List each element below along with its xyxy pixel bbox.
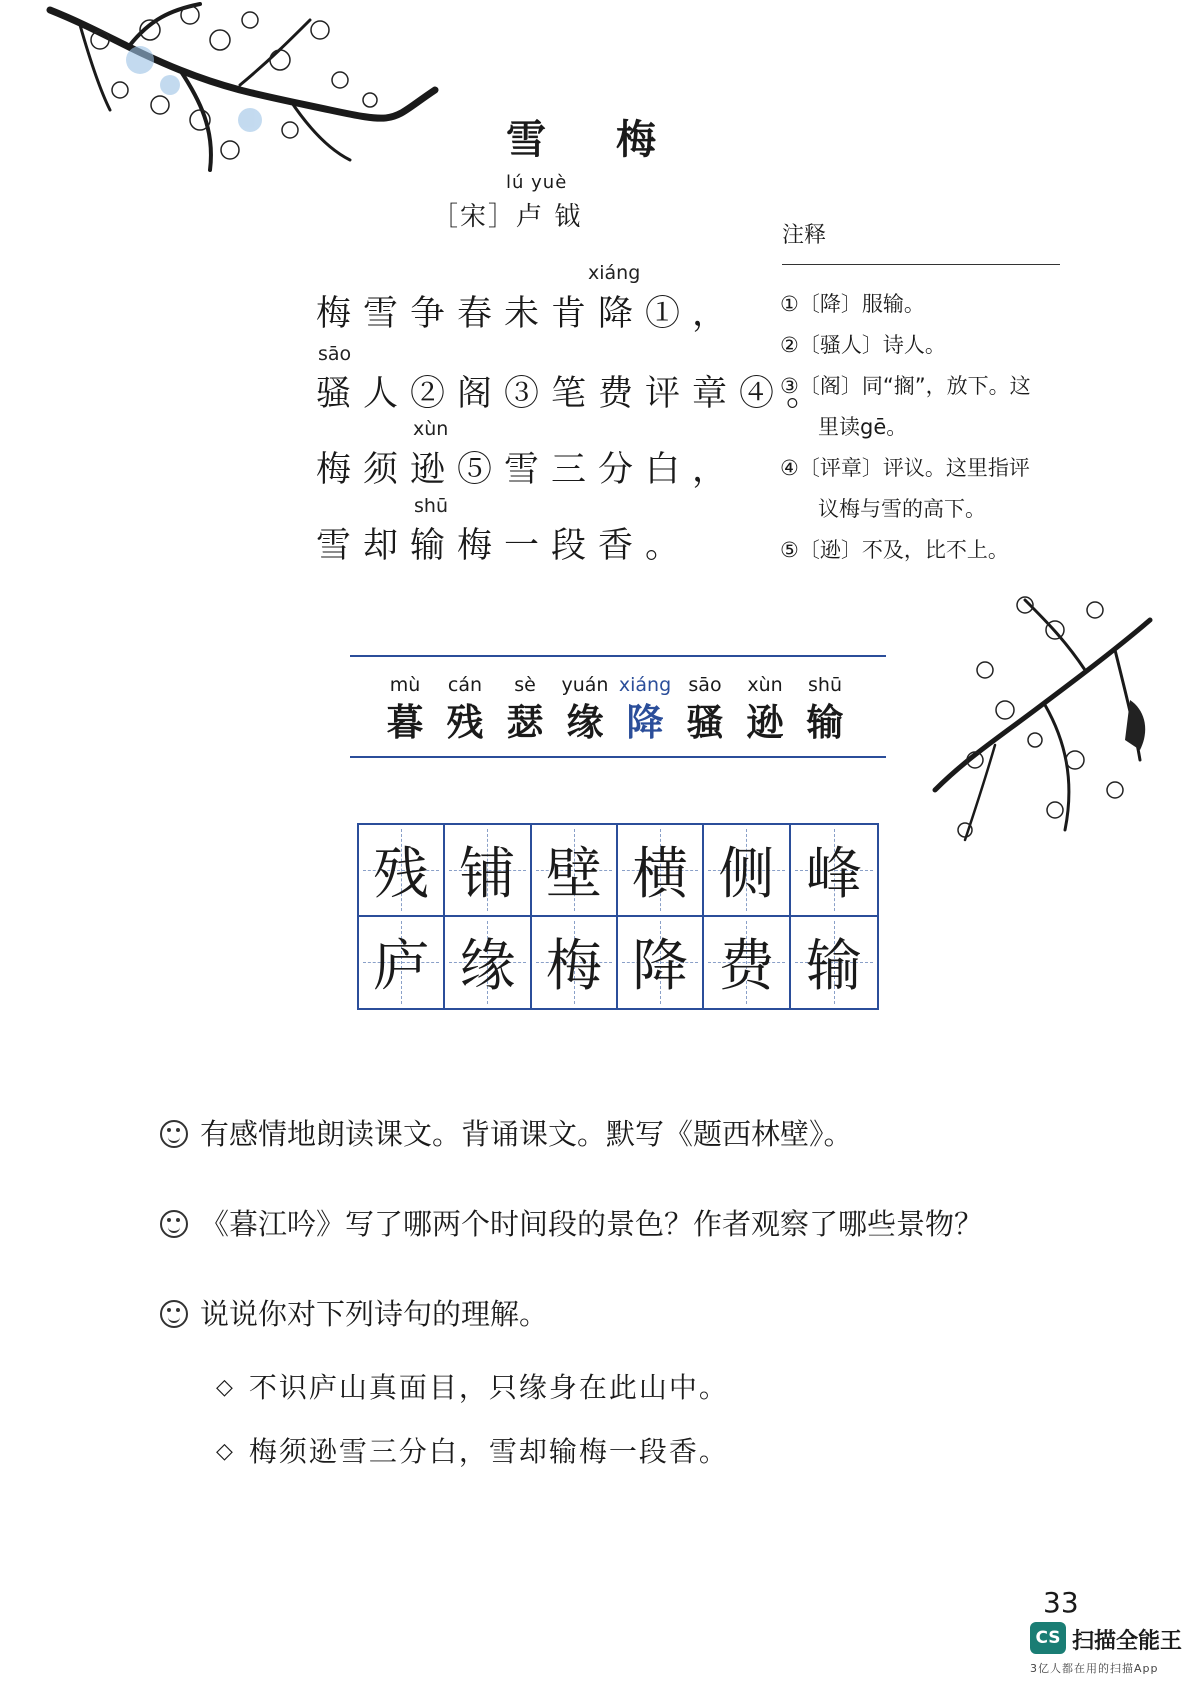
grid-char: 残 bbox=[373, 841, 430, 907]
vocab-item bbox=[744, 674, 786, 744]
vocab-char: 骚 bbox=[686, 700, 724, 744]
vocab-char: 缘 bbox=[566, 700, 604, 744]
grid-cell bbox=[704, 825, 790, 917]
watermark-subtitle: 3亿人都在用的扫描App bbox=[1030, 1662, 1159, 1675]
vocab-list bbox=[384, 674, 846, 744]
note-line: ③〔阁〕同“搁”，放下。这 bbox=[780, 374, 1031, 398]
page-number: 33 bbox=[1043, 1586, 1079, 1619]
diamond-icon: ◇ bbox=[216, 1439, 235, 1464]
plum-branch-illustration-right bbox=[925, 590, 1155, 850]
grid-char: 铺 bbox=[459, 841, 516, 907]
vocab-item bbox=[684, 674, 726, 744]
exercise-text: 有感情地朗读课文。背诵课文。默写《题西林壁》。 bbox=[200, 1117, 853, 1151]
poem-line-2-pinyin: sāo bbox=[318, 343, 352, 365]
vocab-pinyin: yuán bbox=[561, 674, 609, 696]
vocab-char: 暮 bbox=[386, 700, 424, 744]
grid-cell bbox=[532, 917, 618, 1009]
watermark-name: 扫描全能王 bbox=[1072, 1629, 1183, 1654]
face-icon bbox=[160, 1300, 188, 1328]
vocab-pinyin: sè bbox=[514, 674, 536, 696]
vocab-item-highlighted bbox=[618, 674, 672, 744]
grid-cell bbox=[359, 917, 445, 1009]
grid-char: 横 bbox=[632, 841, 689, 907]
grid-char: 输 bbox=[805, 934, 862, 1000]
vocab-item bbox=[384, 674, 426, 744]
poem-line-4: 雪却输梅一段香。 bbox=[316, 526, 693, 566]
poem-line-4-pinyin: shū bbox=[414, 495, 448, 517]
poem-line-1-pinyin: xiáng bbox=[588, 262, 641, 284]
grid-char: 梅 bbox=[545, 934, 602, 1000]
grid-char: 费 bbox=[718, 934, 775, 1000]
vocab-item bbox=[444, 674, 486, 744]
exercise-item bbox=[160, 1292, 548, 1333]
exercise-text: 说说你对下列诗句的理解。 bbox=[200, 1297, 549, 1331]
vocab-char: 输 bbox=[806, 700, 844, 744]
poem-author: ［宋］卢 钺 bbox=[432, 202, 583, 232]
vocab-item bbox=[804, 674, 846, 744]
face-icon bbox=[160, 1120, 188, 1148]
vocab-bottom-rule bbox=[350, 756, 886, 758]
notes-divider bbox=[782, 264, 1060, 265]
grid-cell bbox=[445, 917, 531, 1009]
vocab-char: 逊 bbox=[746, 700, 784, 744]
scanner-watermark bbox=[1030, 1622, 1183, 1676]
note-line: ④〔评章〕评议。这里指评 bbox=[780, 456, 1030, 480]
grid-cell bbox=[791, 917, 877, 1009]
bullet-text: 不识庐山真面目，只缘身在此山中。 bbox=[248, 1371, 729, 1404]
grid-char: 侧 bbox=[718, 841, 775, 907]
exercise-item bbox=[160, 1112, 853, 1153]
notes-title: 注释 bbox=[782, 223, 827, 248]
vocab-char: 降 bbox=[626, 700, 664, 744]
grid-cell bbox=[532, 825, 618, 917]
poem-line-3-pinyin: xùn bbox=[413, 418, 449, 440]
grid-char: 缘 bbox=[459, 934, 516, 1000]
bullet-item bbox=[216, 1366, 729, 1406]
grid-char: 庐 bbox=[373, 934, 430, 1000]
grid-cell bbox=[359, 825, 445, 917]
character-writing-grid bbox=[357, 823, 879, 1010]
exercise-item bbox=[160, 1202, 983, 1243]
note-line: ⑤〔逊〕不及，比不上。 bbox=[780, 538, 1009, 562]
note-item bbox=[780, 448, 1070, 530]
bullet-text: 梅须逊雪三分白，雪却输梅一段香。 bbox=[248, 1435, 729, 1468]
grid-cell bbox=[704, 917, 790, 1009]
poem-line-2: 骚人②阁③笔费评章④。 bbox=[316, 374, 834, 414]
poem-line-1: 梅雪争春未肯降①， bbox=[316, 294, 740, 334]
vocab-char: 残 bbox=[446, 700, 484, 744]
vocab-char: 瑟 bbox=[506, 700, 544, 744]
vocab-pinyin: cán bbox=[447, 674, 483, 696]
grid-cell bbox=[791, 825, 877, 917]
vocab-pinyin: sāo bbox=[688, 674, 722, 696]
note-item bbox=[780, 325, 1070, 366]
grid-char: 峰 bbox=[805, 841, 862, 907]
note-item bbox=[780, 530, 1070, 571]
vocab-pinyin: xiáng bbox=[618, 674, 672, 696]
exercise-text: 《暮江吟》写了哪两个时间段的景色？作者观察了哪些景物？ bbox=[200, 1207, 984, 1241]
note-line-continued: 议梅与雪的高下。 bbox=[818, 497, 986, 521]
poem-title: 雪 梅 bbox=[506, 116, 684, 163]
note-item bbox=[780, 366, 1070, 448]
diamond-icon: ◇ bbox=[216, 1375, 235, 1400]
grid-char: 降 bbox=[632, 934, 689, 1000]
vocab-pinyin: shū bbox=[808, 674, 842, 696]
poem-line-3: 梅须逊⑤雪三分白， bbox=[316, 450, 740, 490]
note-item bbox=[780, 284, 1070, 325]
grid-char: 壁 bbox=[545, 841, 602, 907]
vocab-top-rule bbox=[350, 655, 886, 657]
vocab-item bbox=[504, 674, 546, 744]
grid-cell bbox=[445, 825, 531, 917]
bullet-item bbox=[216, 1430, 729, 1470]
grid-cell bbox=[618, 917, 704, 1009]
vocab-item bbox=[561, 674, 609, 744]
vocab-pinyin: mù bbox=[389, 674, 421, 696]
face-icon bbox=[160, 1210, 188, 1238]
note-line: ①〔降〕服输。 bbox=[780, 292, 925, 316]
vocab-pinyin: xùn bbox=[747, 674, 783, 696]
grid-cell bbox=[618, 825, 704, 917]
note-line-continued: 里读gē。 bbox=[818, 415, 908, 439]
note-line: ②〔骚人〕诗人。 bbox=[780, 333, 946, 357]
author-pinyin: lú yuè bbox=[506, 172, 568, 193]
camscanner-logo-icon: CS bbox=[1030, 1622, 1066, 1654]
